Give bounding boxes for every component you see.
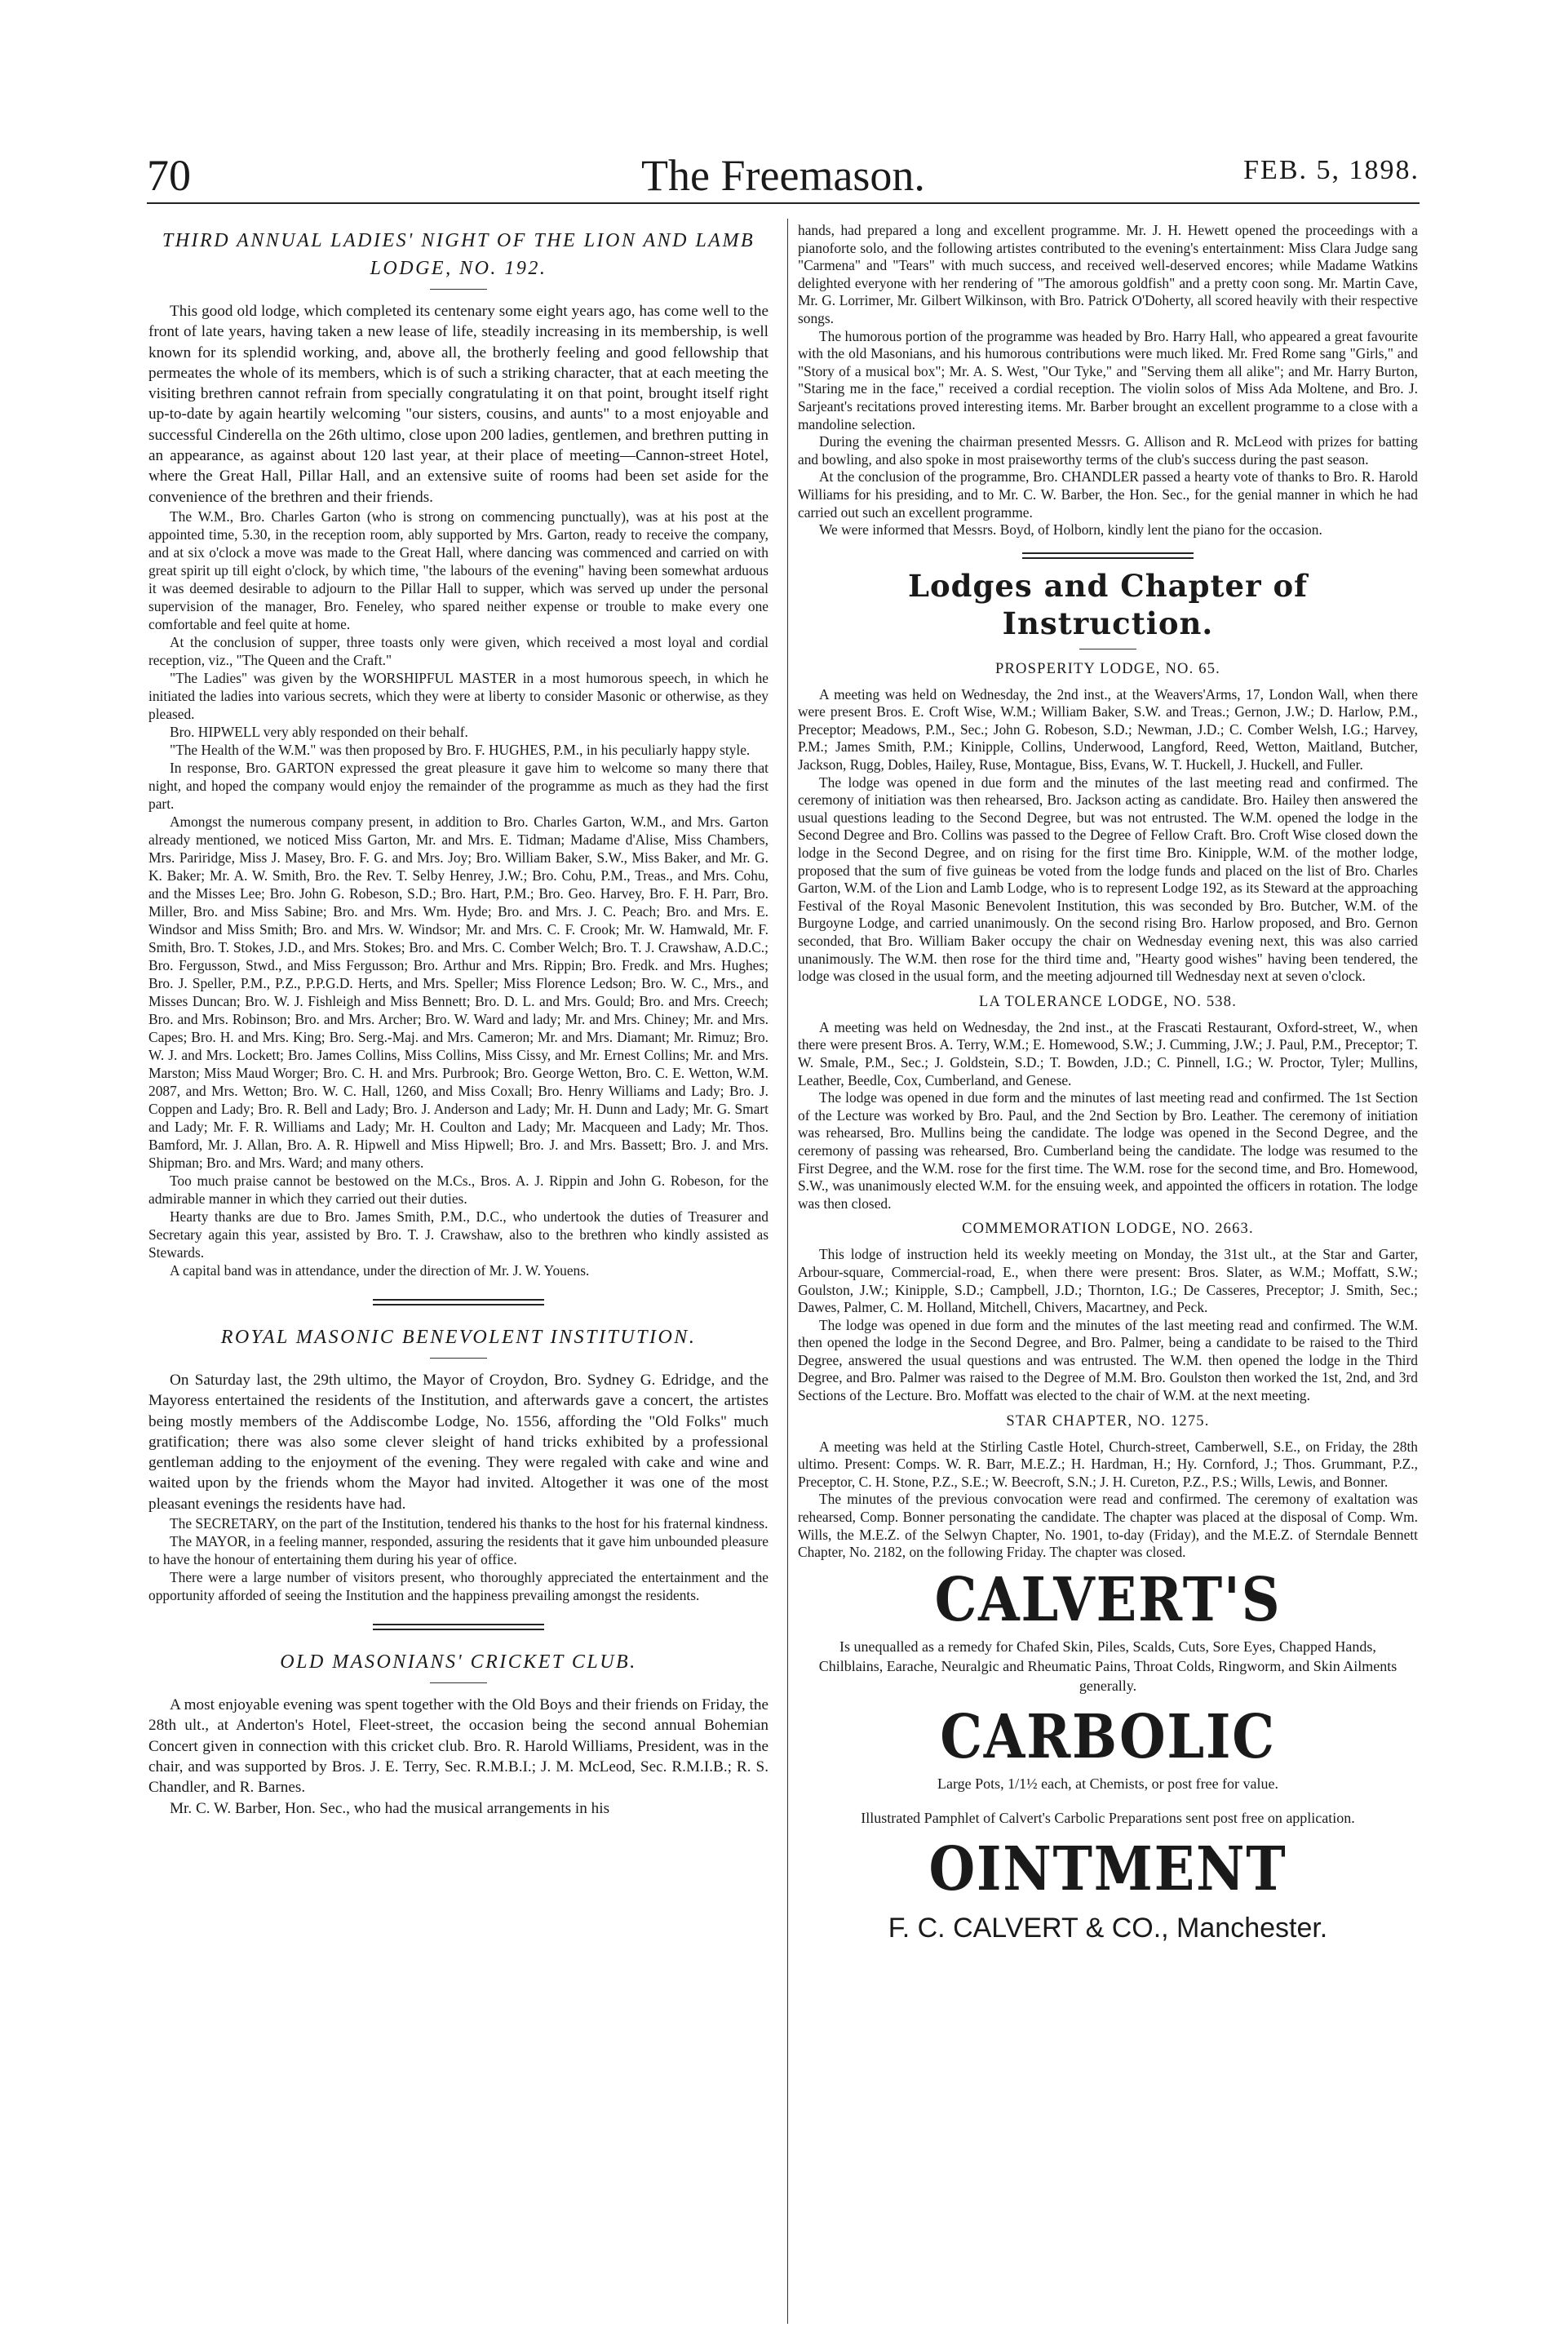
article-paragraph: The humorous portion of the programme was headed by Bro. Harry Hall, who appeared a great favourite with the old Masonians, and his humorous contributions were much liked. Mr. Fred Rome sang "Girls," and "Story of a musical box"; Mr. A. S. West, "Our Tyke," and "Serving them all alike"; and Mr. Harry Burton, "Staring me in the face," received a cordial reception. The violin solos of Miss Ada Moltene, and Bro. J. Sarjeant's recitations proved interesting items. Mr. Barber brought an excellent programme to a close with a mandoline selection.: [798, 327, 1418, 432]
article-paragraph: We were informed that Messrs. Boyd, of Holborn, kindly lent the piano for the occasion.: [819, 521, 1322, 539]
article-paragraph: Amongst the numerous company present, in addition to Bro. Charles Garton, W.M., and Mrs. Garton already mentioned, we noticed Miss Garton, Mr. and Mrs. E. Tidman; Madame d'Alise, Miss Chambers, Mrs. Pariridge, Miss J. Masey, Bro. F. G. and Mrs. Joy; Bro. William Baker, S.W., Miss Baker, and Mr. G. K. Baker; Mr. A. W. Smith, Bro. the Rev. T. Selby Henrey, J.W.; Bro. Cohu, P.M., Treas., and Mrs. Cohu, and the Misses Lee; Bro. John G. Robeson, S.D.; Bro. Hart, P.M.; Bro. Geo. Harvey, Bro. F. H. Parr, Bro. Miller, Bro. and Miss Sabine; Bro. and Mrs. Wm. Hyde; Bro. and Mrs. J. C. Peach; Bro. and Mrs. E. Windsor and Miss Smith; Bro. and Mrs. W. Windsor; Mr. and Mrs. C. F. Crook; Mr. W. Hamwald, Mr. F. Smith, Bro. T. Stokes, J.D., and Mrs. Stokes; Bro. and Mrs. C. Comber Welch; Bro. T. J. Crawshaw, A.D.C.; Bro. Fergusson, Stwd., and Miss Fergusson; Bro. Arthur and Mrs. Rippin; Bro. Fredk. and Mrs. Hughes; Bro. J. Speller, P.M., P.Z., P.P.G.D. Herts, and Mrs. Speller; Miss Florence Ledson; Bro. W. C., Mrs., and Misses Duncan; Bro. W. J. Fishleigh and Miss Bennett; Bro. D. L. and Mrs. Gould; Bro. and Mrs. Creech; Bro. and Mrs. Robinson; Bro. and Mrs. Archer; Bro. W. Ward and lady; Mr. and Mrs. Chiney; Mr. and Mrs. Capes; Bro. H. and Mrs. King; Bro. Serg.-Maj. and Mrs. Cameron; Mr. and Mrs. Diamant; Mr. Rimuz; Bro. W. J. and Mrs. Lockett; Bro. James Collins, Miss Collins, Miss Cissy, and Mr. Ernest Collins; Mr. and Mrs. Marston; Miss Maud Worger; Bro. C. H. and Mrs. Purbrook; Bro. George Wetton, Bro. C. E. Wetton, W.M. 2087, and Mrs. Wetton; Bro. W. C. Hall, 1260, and Miss Coxall; Bro. Henry Williams and Lady; Bro. J. Coppen and Lady; Bro. R. Bell and Lady; Bro. J. Anderson and Lady; Mr. H. Dunn and Lady; Mr. G. Smart and Lady; Mr. F. R. Williams and Lady; Mr. H. Coulton and Lady; Mr. Macqueen and Lady; Mr. Thos. Bamford, Mr. J. Allan, Bro. A. R. Hipwell and Miss Hipwell; Bro. J. and Mrs. Bassett; Bro. J. and Mrs. Shipman; Bro. and Mrs. Ward; and many others.: [148, 813, 768, 1171]
issue-date: FEB. 5, 1898.: [1243, 155, 1420, 185]
lodge-paragraph: The minutes of the previous convocation were read and confirmed. The ceremony of exaltation was rehearsed, Comp. Bonner personating the candidate. The chapter was placed at the disposal of Comp. Wm. Wills, the M.E.Z. of the Selwyn Chapter, No. 1901, to-day (Friday), and the M.E.Z. of Sterndale Bennett Chapter, No. 2182, on the following Friday. The chapter was closed.: [798, 1491, 1418, 1561]
article-paragraph: A most enjoyable evening was spent together with the Old Boys and their friends on Friday, the 28th ult., at Anderton's Hotel, Fleet-street, the occasion being the second annual Bohemian Concert given in connection with this cricket club. Bro. R. Harold Williams, President, was in the chair, and was supported by Bros. J. E. Terry, Sec. R.M.B.I.; J. M. McLeod, Sec. R.M.I.B.; R. S. Chandler, and R. Barnes.: [148, 1696, 768, 1797]
article-paragraph: hands, had prepared a long and excellent programme. Mr. J. H. Hewett opened the proceedings with a pianoforte solo, and the following artistes contributed to the evening's entertainment: Miss Clara Judge sang "Carmena" and "Tears" with much success, and received well-deserved encores; while Madame Watkins delighted everyone with her rendering of "The amorous goldfish" and a pretty coon song. Mr. Martin Cave, Mr. G. Lorrimer, Mr. Gilbert Wilkinson, with Bro. Patrick O'Doherty, all scored heavily with their respective songs.: [798, 222, 1418, 326]
section-heading-instruction: Lodges and Chapter of Instruction.: [907, 567, 1309, 641]
article-paragraph: Mr. C. W. Barber, Hon. Sec., who had the musical arrangements in his: [170, 1799, 610, 1817]
lodge-paragraph: This lodge of instruction held its weekly meeting on Monday, the 31st ult., at the Star and Garter, Arbour-square, Commercial-road, E., when there were present: Bros. Slater, as W.M.; Moffatt, S.W.; Goulston, J.W.; Kinipple, S.D.; Campbell, J.D.; Thornton, I.G.; De Casseres, Preceptor; J. Smith, Sec.; Dawes, Palmer, C. M. Holland, Mitchell, Chivers, Macartney, and Peck.: [798, 1246, 1418, 1316]
article-paragraph: Bro. HIPWELL very ably responded on their behalf.: [170, 723, 468, 740]
article-paragraph: At the conclusion of the programme, Bro. CHANDLER passed a hearty vote of thanks to Bro. R. Harold Williams for his presiding, and to Mr. C. W. Barber, the Hon. Sec., for the genial manner in which he had carried out such an excellent programme.: [798, 468, 1418, 521]
article-paragraph: On Saturday last, the 29th ultimo, the Mayor of Croydon, Bro. Sydney G. Edridge, and the Mayoress entertained the residents of the Institution, and afterwards gave a concert, the artistes being mostly members of the Addiscombe Lodge, No. 1556, affording the "Old Folks" much gratification; there was also some clever sleight of hand tricks exhibited by a professional gentleman adding to the enjoyment of the evening. They were regaled with cake and wine and waited upon by the friends whom the Mayor had invited. Altogether it was one of the most pleasant evenings the residents have had.: [148, 1371, 768, 1513]
advert-text: Is unequalled as a remedy for Chafed Skin, Piles, Scalds, Cuts, Sore Eyes, Chapped Hands, Chilblains, Earache, Neuralgic and Rheumatic Pains, Throat Colds, Ringworm, and Skin Ailments generally.: [818, 1638, 1397, 1694]
article-heading-lion-lamb: THIRD ANNUAL LADIES' NIGHT OF THE LION AND LAMB LODGE, NO. 192.: [162, 230, 755, 279]
article-paragraph: A capital band was in attendance, under the direction of Mr. J. W. Youens.: [170, 1261, 590, 1279]
lodge-name: COMMEMORATION LODGE, NO. 2663.: [962, 1221, 1254, 1238]
section-separator: [373, 1299, 544, 1305]
lodge-paragraph: A meeting was held on Wednesday, the 2nd inst., at the Frascati Restaurant, Oxford-street, W., when there were present Bros. A. Terry, W.M.; E. Homewood, S.W.; J. Cumming, J.W.; J. Paul, P.M., Preceptor; T. W. Smale, P.M., Sec.; J. Goldstein, S.D.; T. Bowden, J.D.; C. Pinnell, I.G.; W. Proctor, Tyler; Mullins, Leather, Beedle, Cox, Cumberland, and Genese.: [798, 1018, 1418, 1088]
right-column: [798, 222, 1418, 1944]
heading-rule: [430, 1358, 487, 1359]
lodge-name: STAR CHAPTER, NO. 1275.: [1006, 1412, 1210, 1430]
article-paragraph: The SECRETARY, on the part of the Institution, tendered his thanks to the host for his fraternal kindness.: [170, 1515, 768, 1532]
lodge-paragraph: The lodge was opened in due form and the minutes of the last meeting read and confirmed. The ceremony of initiation was then rehearsed, Bro. Jackson acting as candidate. Bro. Hailey then answered the usual questions leading to the Second Degree, but was not entrusted. The W.M. opened the lodge in the Second Degree and Bro. Collins was passed to the Degree of Fellow Craft. Bro. Croft Wise closed down the lodge in the Second Degree, and on rising for the first time Bro. Kinipple, W.M. of the mother lodge, proposed that the sum of five guineas be voted from the lodge funds and placed on the list of Bro. Charles Garton, W.M. of the Lion and Lamb Lodge, who is to represent Lodge 192, as its Steward at the approaching Festival of the Royal Masonic Benevolent Institution, this was seconded by Bro. Butcher, W.M. of the Burgoyne Lodge, and carried unanimously. On the second rising Bro. Harlow proposed, and Bro. Gernon seconded, that Bro. William Baker occupy the chair on Wednesday evening next, this was also carried unanimously. The W.M. then rose for the third time and, "Hearty good wishes" having been tendered, the lodge was closed in the usual form, and the meeting adjourned till Wednesday next at seven o'clock.: [798, 774, 1418, 985]
article-paragraph: There were a large number of visitors present, who thoroughly appreciated the entertainment and the opportunity afforded of seeing the Institution and the happiness prevailing amongst the residents.: [148, 1569, 768, 1604]
advert-headline: CARBOLIC: [940, 1701, 1276, 1772]
section-separator: [1022, 552, 1194, 559]
column-divider: [787, 219, 788, 2324]
article-paragraph: "The Ladies" was given by the WORSHIPFUL MASTER in a most humorous speech, in which he initiated the ladies into various secrets, which they were at liberty to consider Masonic or otherwise, as they pleased.: [148, 669, 768, 722]
article-paragraph: Too much praise cannot be bestowed on the M.Cs., Bros. A. J. Rippin and John G. Robeson, for the admirable manner in which they carried out their duties.: [148, 1172, 768, 1207]
article-paragraph: The W.M., Bro. Charles Garton (who is strong on commencing punctually), was at his post at the appointed time, 5.30, in the reception room, ably supported by Mrs. Garton, ready to receive the company, and at six o'clock a move was made to the Great Hall, where dancing was commenced and carried on with great spirit up till eight o'clock, by which time, "the labours of the evening" having been somewhat arduous it was deemed desirable to adjourn to the Pillar Hall to supper, which was served up under the personal supervision of the manager, Bro. Feneley, who spared neither expense or trouble to make every one comfortable and feel quite at home.: [148, 508, 768, 632]
article-paragraph: This good old lodge, which completed its centenary some eight years ago, has come well to the front of late years, having taken a new lease of life, steadily increasing in its membership, is well known for its splendid working, and, above all, the brotherly feeling and good fellowship that permeates the whole of its members, which is of such a striking character, that at each meeting the visiting brethren cannot refrain from specially congratulating it on that point, brought itself right up-to-date by again heartily welcoming "our sisters, cousins, and aunts" to a most enjoyable and successful Cinderella on the 26th ultimo, close upon 200 ladies, gentlemen, and brethren putting in an appearance, as against about 120 last year, at their place of meeting—Cannon-street Hotel, where the Great Hall, Pillar Hall, and an extensive suite of rooms had been set aside for the convenience of the brethren and their friends.: [148, 303, 768, 506]
masthead: [147, 147, 1420, 204]
lodge-name: PROSPERITY LODGE, NO. 65.: [995, 660, 1220, 677]
advert-headline: CALVERT'S: [934, 1564, 1282, 1635]
advert-manufacturer: F. C. CALVERT & CO., Manchester.: [888, 1912, 1328, 1944]
lodge-paragraph: The lodge was opened in due form and the minutes of last meeting read and confirmed. The 1st Section of the Lecture was worked by Bro. Paul, and the 2nd Section by Bro. Leather. The ceremony of initiation was rehearsed, Bro. Mullins being the candidate. The lodge was opened in the Second Degree, and the ceremony of passing was rehearsed, Bro. Cumberland being the candidate. The lodge was resumed to the First Degree, and the W.M. rose for the first time. The W.M. rose for the second time, and Bro. Homewood, S.W., was unanimously elected W.M. for the ensuing week, and appointed the officers in rotation. The lodge was then closed.: [798, 1089, 1418, 1212]
article-paragraph: "The Health of the W.M." was then proposed by Bro. F. HUGHES, P.M., in his peculiarly happy style.: [170, 741, 751, 758]
article-paragraph: At the conclusion of supper, three toasts only were given, which received a most loyal and cordial reception, viz., "The Queen and the Craft.": [148, 633, 768, 668]
heading-rule: [430, 289, 487, 290]
section-separator: [373, 1624, 544, 1630]
left-column: [148, 222, 768, 1819]
advert-text: Illustrated Pamphlet of Calvert's Carbolic Preparations sent post free on application.: [861, 1809, 1355, 1826]
article-heading-cricket: OLD MASONIANS' CRICKET CLUB.: [280, 1651, 637, 1673]
lodge-paragraph: A meeting was held at the Stirling Castle Hotel, Church-street, Camberwell, S.E., on Friday, the 28th ultimo. Present: Comps. W. R. Barr, M.E.Z.; H. Hardman, H.; Hy. Cornford, J.; Thos. Grummant, P.Z., Preceptor, C. H. Stone, P.Z., S.E.; W. Beecroft, S.N.; J. H. Cureton, P.Z., P.S.; Wills, Lewis, and Bonner.: [798, 1438, 1418, 1490]
advert-headline: OINTMENT: [928, 1833, 1287, 1904]
heading-rule: [430, 1682, 487, 1683]
page-number: 70: [147, 151, 191, 200]
lodge-name: LA TOLERANCE LODGE, NO. 538.: [978, 993, 1238, 1010]
lodge-paragraph: A meeting was held on Wednesday, the 2nd inst., at the Weavers'Arms, 17, London Wall, when there were present Bros. E. Croft Wise, W.M.; William Baker, S.W. and Treas.; Gernon, J.W.; D. Harlow, P.M., Preceptor; Meadows, P.M., Sec.; John G. Robeson, S.D.; Newman, J.D.; C. Comber Welsh, I.G.; Harvey, P.M.; James Smith, P.M.; Kinipple, Collins, Underwood, Langford, Reed, Wetton, Maitland, Butcher, Jackson, Rugg, Dobles, Hailey, Ruse, Montague, Biss, Evans, W. T. Huckell, J. Huckell, and Fuller.: [798, 685, 1418, 774]
advert-text: Large Pots, 1/1½ each, at Chemists, or post free for value.: [937, 1775, 1279, 1792]
article-paragraph: Hearty thanks are due to Bro. James Smith, P.M., D.C., who undertook the duties of Treasurer and Secretary again this year, assisted by Bro. T. J. Crawshaw, also to the brethren who kindly assisted as Stewards.: [148, 1208, 768, 1261]
article-paragraph: In response, Bro. GARTON expressed the great pleasure it gave him to welcome so many there that night, and hoped the company would enjoy the remainder of the programme as much as they had the first part.: [148, 759, 768, 812]
lodge-paragraph: The lodge was opened in due form and the minutes of the last meeting read and confirmed. The W.M. then opened the lodge in the Second Degree, and Bro. Palmer, being a candidate to be raised to the Third Degree, answered the usual questions and was entrusted. The W.M. then opened the lodge in the Third Degree, and Bro. Palmer was raised to the Degree of M.M. Bro. Goulston then worked the 1st, 2nd, and 3rd Sections of the Lecture. Bro. Moffatt was elected to the chair of W.M. at the next meeting.: [798, 1316, 1418, 1404]
masthead-rule: [147, 202, 1420, 204]
publication-title: The Freemason.: [641, 151, 925, 200]
article-paragraph: During the evening the chairman presented Messrs. G. Allison and R. McLeod with prizes for batting and bowling, and also spoke in most praiseworthy terms of the club's success during the past season.: [798, 433, 1418, 468]
article-paragraph: The MAYOR, in a feeling manner, responded, assuring the residents that it gave him unbounded pleasure to have the honour of entertaining them during his year of office.: [148, 1533, 768, 1568]
calverts-advert: [798, 1564, 1418, 1944]
article-heading-rmbi: ROYAL MASONIC BENEVOLENT INSTITUTION.: [220, 1326, 697, 1348]
